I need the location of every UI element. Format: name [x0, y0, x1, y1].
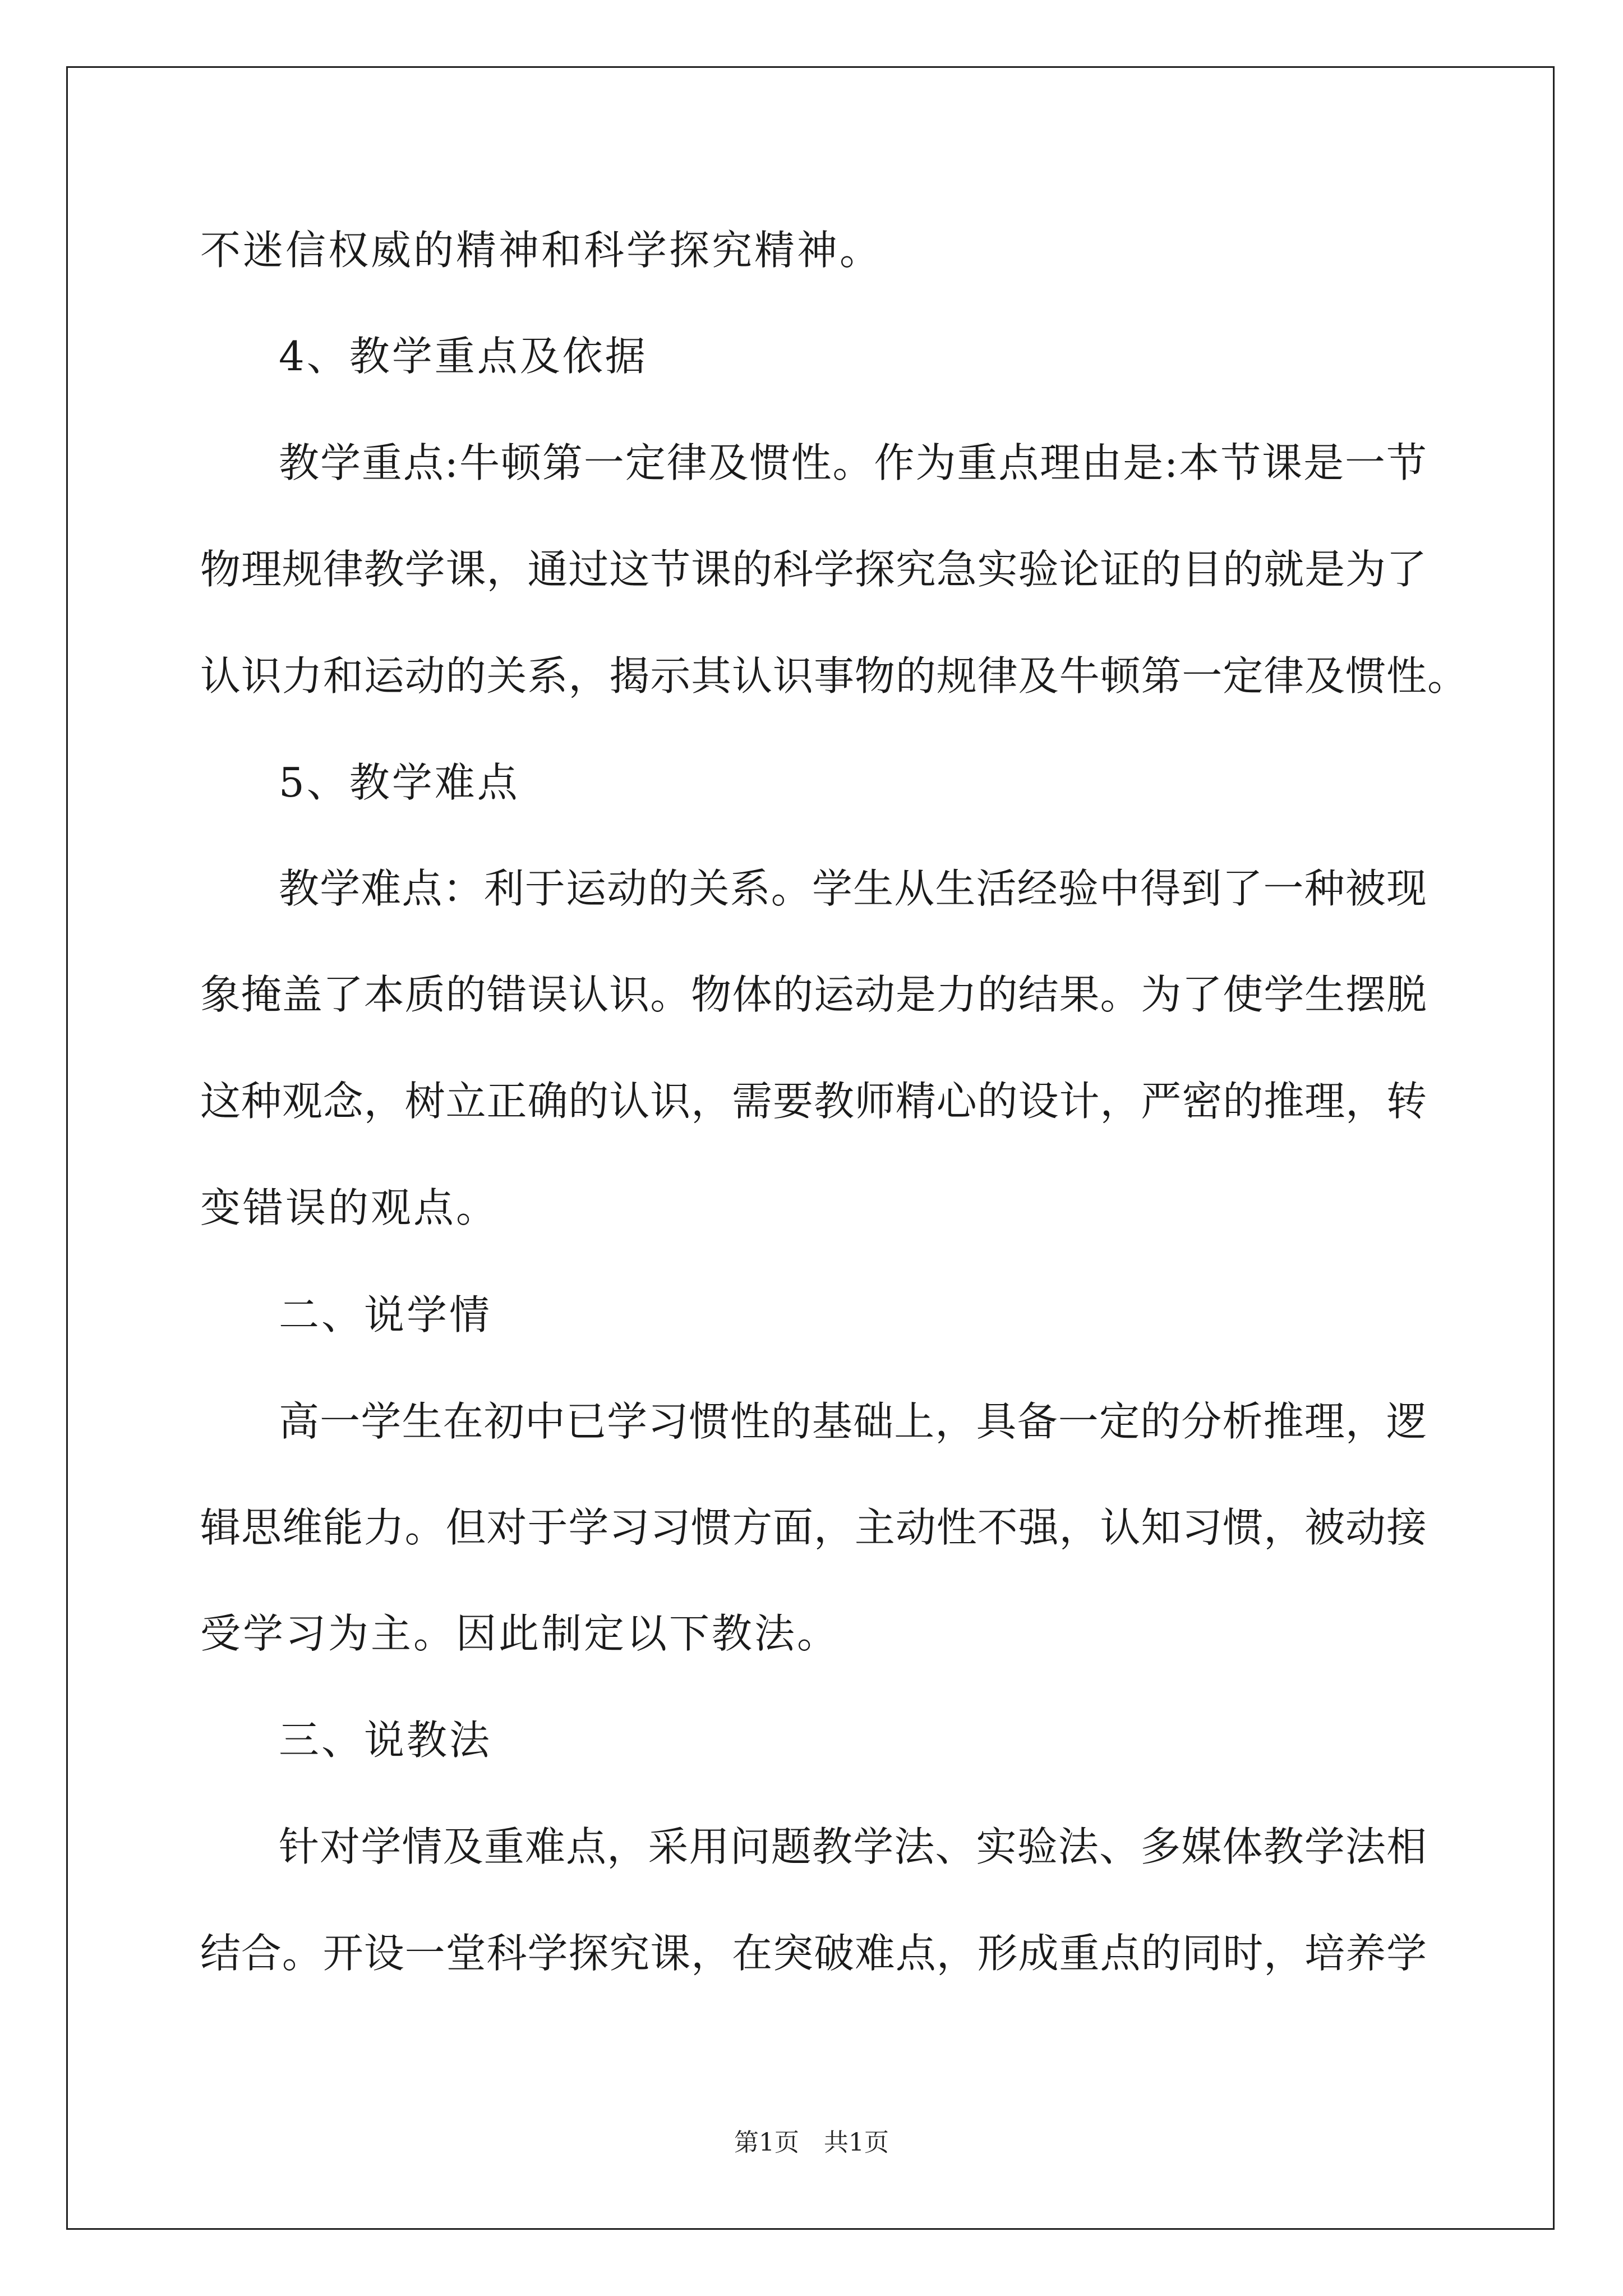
paragraph-line: 结合。开设一堂科学探究课，在突破难点，形成重点的同时，培养学 [200, 1930, 1427, 1977]
page-border [66, 66, 1555, 2230]
paragraph-line: 不迷信权威的精神和科学探究精神。 [200, 227, 883, 274]
section-heading: 4、教学重点及依据 [279, 333, 648, 380]
section-heading: 三、说教法 [279, 1717, 492, 1764]
paragraph-line: 物理规律教学课，通过这节课的科学探究急实验论证的目的就是为了 [200, 546, 1427, 593]
paragraph-line: 变错误的观点。 [200, 1184, 499, 1231]
paragraph-line: 认识力和运动的关系，揭示其认识事物的规律及牛顿第一定律及惯性。 [200, 652, 1468, 700]
page-number-label: 第1页 [734, 2128, 799, 2157]
page-footer [0, 2126, 1623, 2160]
paragraph-line: 高一学生在初中已学习惯性的基础上，具备一定的分析推理，逻 [279, 1398, 1427, 1445]
paragraph-line: 教学难点：利于运动的关系。学生从生活经验中得到了一种被现 [279, 865, 1427, 912]
paragraph-line: 这种观念，树立正确的认识，需要教师精心的设计，严密的推理，转 [200, 1078, 1427, 1125]
paragraph-line: 教学重点:牛顿第一定律及惯性。作为重点理由是:本节课是一节 [279, 439, 1427, 486]
paragraph-line: 受学习为主。因此制定以下教法。 [200, 1610, 840, 1657]
paragraph-line: 辑思维能力。但对于学习习惯方面，主动性不强，认知习惯，被动接 [200, 1504, 1427, 1551]
paragraph-line: 针对学情及重难点，采用问题教学法、实验法、多媒体教学法相 [279, 1823, 1427, 1870]
paragraph-line: 象掩盖了本质的错误认识。物体的运动是力的结果。为了使学生摆脱 [200, 971, 1427, 1018]
section-heading: 二、说学情 [279, 1291, 492, 1338]
section-heading: 5、教学难点 [279, 759, 520, 806]
page-total-label: 共1页 [824, 2128, 889, 2157]
